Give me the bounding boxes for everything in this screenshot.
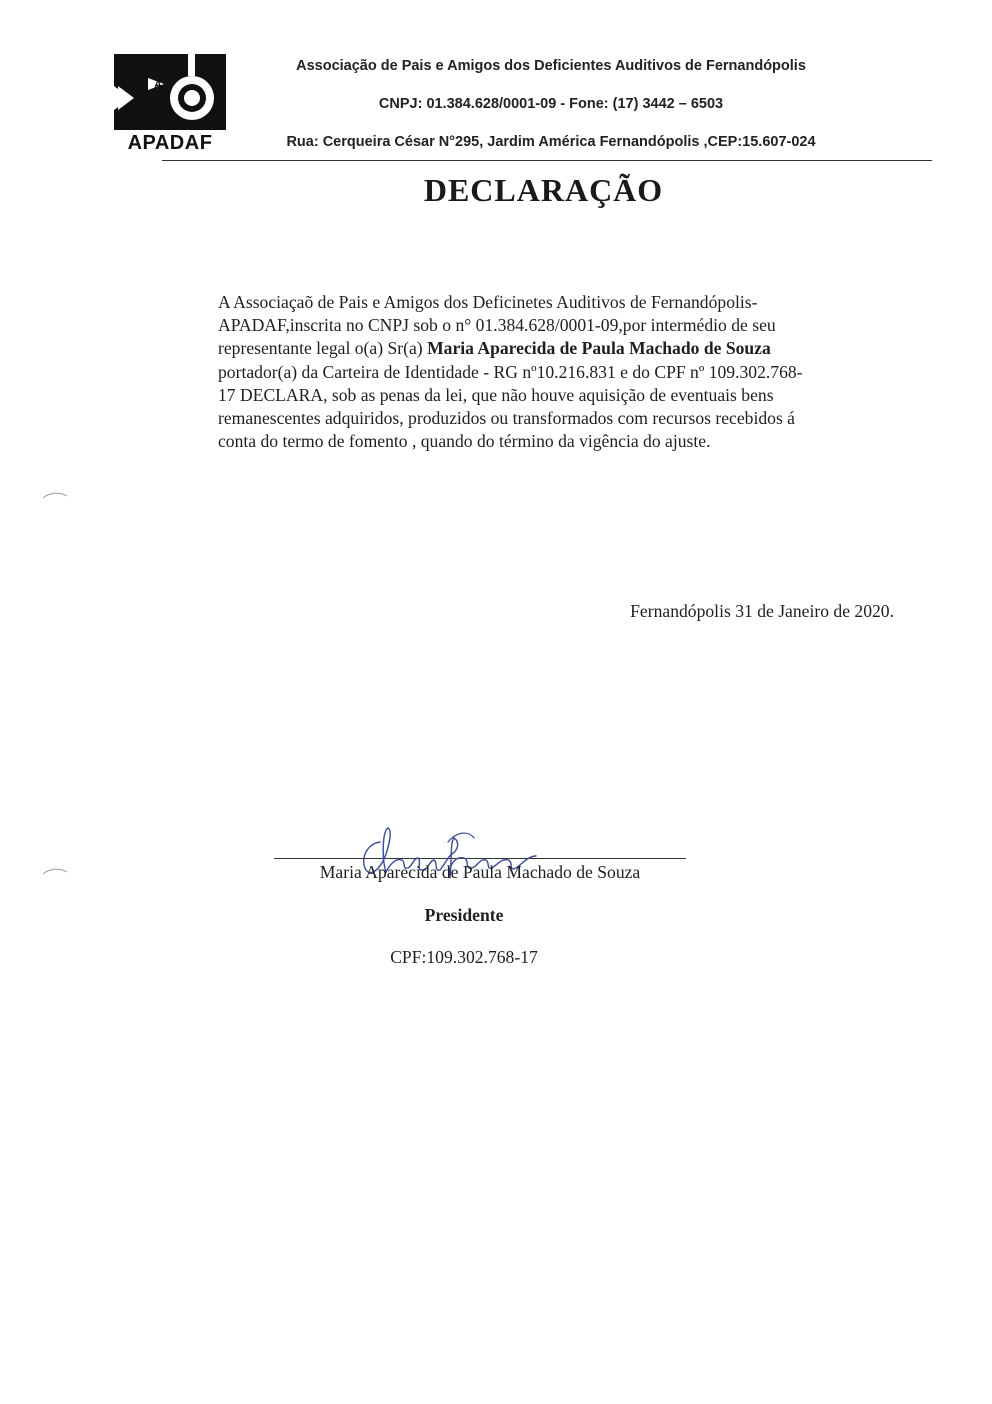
org-name: Associação de Pais e Amigos dos Deficientes Auditivos de Fernandópolis	[296, 58, 806, 74]
punch-hole-mark	[42, 866, 68, 876]
org-address: Rua: Cerqueira César N°295, Jardim América Fernandópolis ,CEP:15.607-024	[286, 134, 816, 150]
body-line: A Associaçaõ de Pais e Amigos dos Deficinetes Auditivos de Fernandópolis-	[218, 292, 758, 312]
document-title: DECLARAÇÃO	[423, 172, 664, 208]
body-line: conta do termo de fomento , quando do término da vigência do ajuste.	[218, 431, 711, 452]
representative-name: Maria Aparecida de Paula Machado de Souza	[427, 338, 771, 359]
signer-name: Maria Aparecida de Paula Machado de Souza	[319, 862, 641, 882]
body-line-prefix: representante legal o(a) Sr(a)	[218, 338, 428, 359]
signer-cpf: CPF:109.302.768-17	[390, 947, 538, 967]
header-divider	[162, 160, 932, 161]
date-line: Fernandópolis 31 de Janeiro de 2020.	[630, 601, 894, 621]
body-line: 17 DECLARA, sob as penas da lei, que não houve aquisição de eventuais bens	[218, 384, 774, 405]
punch-hole-mark	[42, 490, 68, 500]
logo-wordmark: APADAF	[127, 132, 213, 154]
cnpj-phone: CNPJ: 01.384.628/0001-09 - Fone: (17) 3442 – 6503	[378, 96, 724, 112]
body-line: portador(a) da Carteira de Identidade - RG nº10.216.831 e do CPF nº 109.302.768-	[218, 361, 803, 382]
body-line	[218, 337, 898, 360]
body-line: APADAF,inscrita no CNPJ sob o n° 01.384.628/0001-09,por intermédio de seu	[218, 315, 776, 336]
body-line: remanescentes adquiridos, produzidos ou transformados com recursos recebidos á	[218, 408, 795, 429]
signer-role: Presidente	[424, 905, 504, 925]
declaration-body	[218, 291, 898, 453]
logo-mark-letter: A	[154, 79, 162, 91]
